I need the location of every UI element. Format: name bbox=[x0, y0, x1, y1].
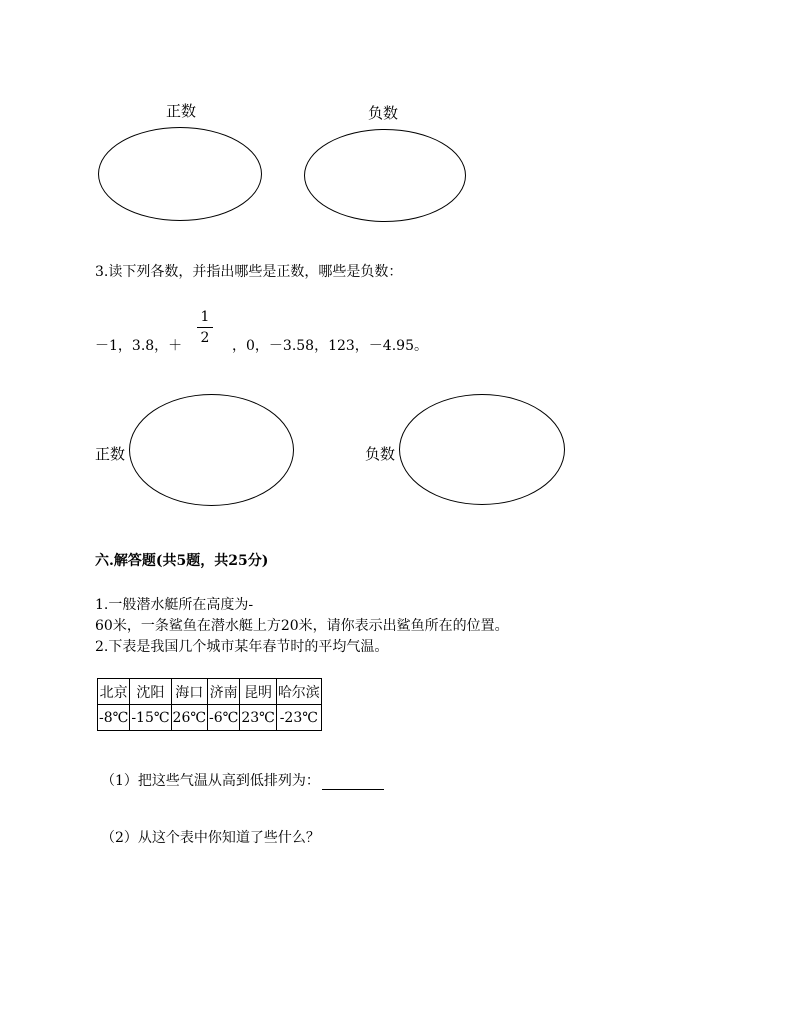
table-cell-temp: 26℃ bbox=[171, 705, 207, 731]
fraction-bar bbox=[197, 327, 213, 328]
negative-set-ellipse-top bbox=[304, 129, 466, 222]
table-cell-city: 北京 bbox=[98, 679, 130, 705]
negative-set-ellipse bbox=[399, 394, 565, 505]
negative-set-label-top: 负数 bbox=[368, 104, 399, 122]
sub-question-1 bbox=[101, 770, 384, 790]
question-1-line2: 60米，一条鲨鱼在潜水艇上方20米，请你表示出鲨鱼所在的位置。 bbox=[95, 618, 509, 634]
question-3-prompt: 3.读下列各数，并指出哪些是正数，哪些是负数： bbox=[95, 264, 403, 280]
number-list-part1: －1，3.8，＋ bbox=[95, 338, 183, 354]
table-row-temps bbox=[98, 705, 322, 731]
table-cell-city: 济南 bbox=[208, 679, 240, 705]
fraction-numerator: 1 bbox=[200, 309, 210, 325]
table-cell-temp: 23℃ bbox=[240, 705, 276, 731]
temperature-table bbox=[97, 678, 322, 731]
number-list-part2: ，0，－3.58，123，－4.95。 bbox=[232, 338, 428, 354]
question-2-text: 2.下表是我国几个城市某年春节时的平均气温。 bbox=[95, 639, 389, 655]
positive-set-label-top: 正数 bbox=[166, 102, 197, 120]
negative-set-label: 负数 bbox=[365, 445, 396, 463]
table-cell-city: 沈阳 bbox=[130, 679, 171, 705]
table-cell-temp: -8℃ bbox=[98, 705, 130, 731]
sub-question-2: （2）从这个表中你知道了些什么？ bbox=[101, 830, 320, 846]
table-cell-city: 昆明 bbox=[240, 679, 276, 705]
fraction-one-half bbox=[197, 309, 213, 346]
section-6-heading: 六.解答题(共5题，共25分) bbox=[95, 553, 269, 569]
table-cell-city: 海口 bbox=[171, 679, 207, 705]
question-1-line1: 1.一般潜水艇所在高度为- bbox=[95, 597, 254, 613]
table-cell-city: 哈尔滨 bbox=[276, 679, 321, 705]
positive-set-ellipse-top bbox=[98, 127, 262, 221]
positive-set-label: 正数 bbox=[95, 445, 126, 463]
table-cell-temp: -23℃ bbox=[276, 705, 321, 731]
table-row-cities bbox=[98, 679, 322, 705]
fraction-denominator: 2 bbox=[200, 330, 210, 346]
sub-question-1-text: （1）把这些气温从高到低排列为： bbox=[101, 773, 320, 789]
table-cell-temp: -6℃ bbox=[208, 705, 240, 731]
table-cell-temp: -15℃ bbox=[130, 705, 171, 731]
answer-blank[interactable] bbox=[322, 775, 384, 790]
positive-set-ellipse bbox=[129, 394, 294, 506]
